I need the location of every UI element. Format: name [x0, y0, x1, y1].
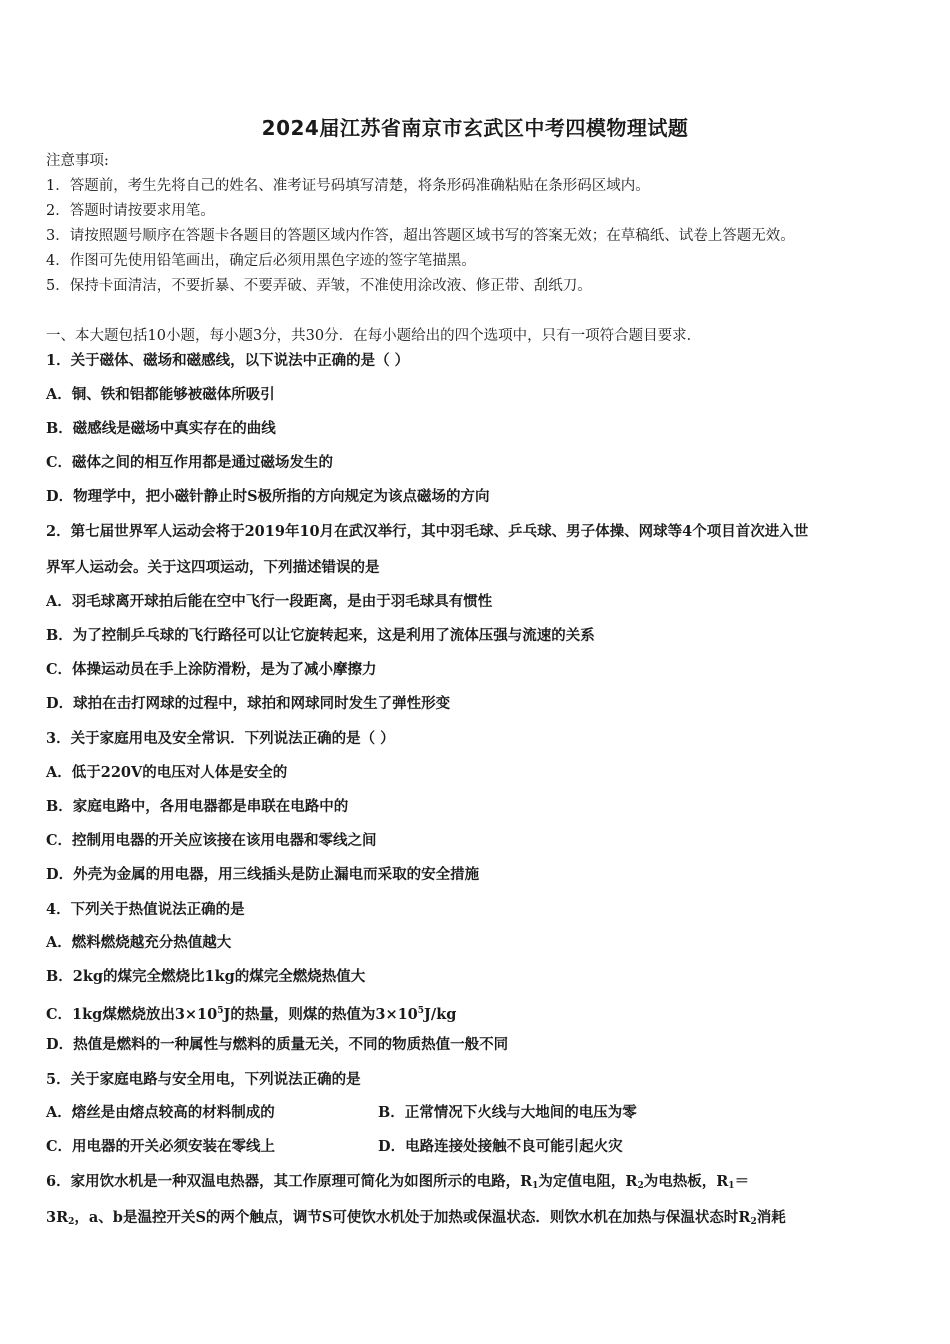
question-stem: 2．第七届世界军人运动会将于2019年10月在武汉举行，其中羽毛球、乒乓球、男子体操、网球等4个项目首次进入世 [46, 523, 809, 540]
question-stem: 3．关于家庭用电及安全常识．下列说法正确的是（ ） [46, 730, 395, 747]
subscript: 1 [532, 1181, 539, 1191]
notice-item: 1．答题前，考生先将自己的姓名、准考证号码填写清楚，将条形码准确粘贴在条形码区域内。 [46, 178, 650, 194]
notice-heading: 注意事项: [46, 153, 109, 169]
notice-item: 3．请按照题号顺序在答题卡各题目的答题区域内作答，超出答题区域书写的答案无效；在草稿纸、试卷上答题无效。 [46, 228, 795, 244]
option-d: D．电路连接处接触不良可能引起火灾 [378, 1138, 623, 1155]
exponent: 5 [417, 1006, 425, 1016]
question-stem: 5．关于家庭电路与安全用电，下列说法正确的是 [46, 1071, 361, 1088]
option-a: A．低于220V的电压对人体是安全的 [46, 764, 288, 781]
subscript: 2 [637, 1181, 644, 1191]
stem-text: 为电热板，R [643, 1173, 729, 1190]
option-d: D．物理学中，把小磁针静止时S极所指的方向规定为该点磁场的方向 [46, 488, 490, 505]
option-c-text: J的热量，则煤的热值为3×10 [223, 1006, 418, 1023]
option-a: A．羽毛球离开球拍后能在空中飞行一段距离，是由于羽毛球具有惯性 [46, 593, 493, 610]
exponent: 5 [217, 1006, 224, 1016]
subscript: 1 [728, 1181, 735, 1191]
section-heading: 一、本大题包括10小题，每小题3分，共30分．在每小题给出的四个选项中，只有一项符合题目要求． [46, 328, 702, 344]
notice-item: 4．作图可先使用铅笔画出，确定后必须用黑色字迹的签字笔描黑。 [46, 253, 476, 269]
notice-item: 2．答题时请按要求用笔。 [46, 203, 215, 219]
option-b: B．为了控制乒乓球的飞行路径可以让它旋转起来，这是利用了流体压强与流速的关系 [46, 627, 595, 644]
option-a: A．熔丝是由熔点较高的材料制成的 [46, 1104, 275, 1121]
page-title: 2024届江苏省南京市玄武区中考四模物理试题 [261, 116, 689, 140]
option-d: D．球拍在击打网球的过程中，球拍和网球同时发生了弹性形变 [46, 695, 451, 712]
stem-text: ，a、b是温控开关S的两个触点，调节S可使饮水机处于加热或保温状态．则饮水机在加热与保温状态时R [74, 1209, 751, 1226]
stem-text: 6．家用饮水机是一种双温电热器，其工作原理可简化为如图所示的电路，R [46, 1173, 533, 1190]
option-c: C．磁体之间的相互作用都是通过磁场发生的 [46, 454, 334, 471]
option-c-text: C．1kg煤燃烧放出3×10 [46, 1006, 218, 1023]
option-b: B．2kg的煤完全燃烧比1kg的煤完全燃烧热值大 [46, 968, 366, 985]
question-stem-cont [46, 1208, 786, 1232]
option-d: D．热值是燃料的一种属性与燃料的质量无关，不同的物质热值一般不同 [46, 1036, 509, 1053]
option-c: C．用电器的开关必须安装在零线上 [46, 1138, 276, 1155]
stem-text: 3R [46, 1209, 69, 1226]
option-a: A．燃料燃烧越充分热值越大 [46, 934, 232, 951]
option-b: B．正常情况下火线与大地间的电压为零 [378, 1104, 637, 1121]
option-a: A．铜、铁和铝都能够被磁体所吸引 [46, 386, 275, 403]
option-c: C．控制用电器的开关应该接在该用电器和零线之间 [46, 832, 377, 849]
stem-text: ＝ [734, 1173, 750, 1190]
stem-text: 为定值电阻，R [538, 1173, 638, 1190]
option-c [46, 1001, 456, 1025]
option-b: B．家庭电路中，各用电器都是串联在电路中的 [46, 798, 349, 815]
question-stem-cont: 界军人运动会。关于这四项运动，下列描述错误的是 [46, 559, 380, 576]
option-c: C．体操运动员在手上涂防滑粉，是为了减小摩擦力 [46, 661, 377, 678]
option-b: B．磁感线是磁场中真实存在的曲线 [46, 420, 276, 437]
question-stem: 4．下列关于热值说法正确的是 [46, 901, 245, 918]
subscript: 2 [68, 1217, 75, 1227]
question-stem: 1．关于磁体、磁场和磁感线，以下说法中正确的是（ ） [46, 352, 410, 369]
stem-text: 消耗 [756, 1209, 786, 1226]
subscript: 2 [750, 1217, 757, 1227]
question-stem [46, 1172, 749, 1196]
option-d: D．外壳为金属的用电器，用三线插头是防止漏电而采取的安全措施 [46, 866, 480, 883]
notice-item: 5．保持卡面清洁，不要折暴、不要弄破、弄皱，不准使用涂改液、修正带、刮纸刀。 [46, 278, 592, 294]
option-c-text: J/kg [424, 1006, 457, 1023]
